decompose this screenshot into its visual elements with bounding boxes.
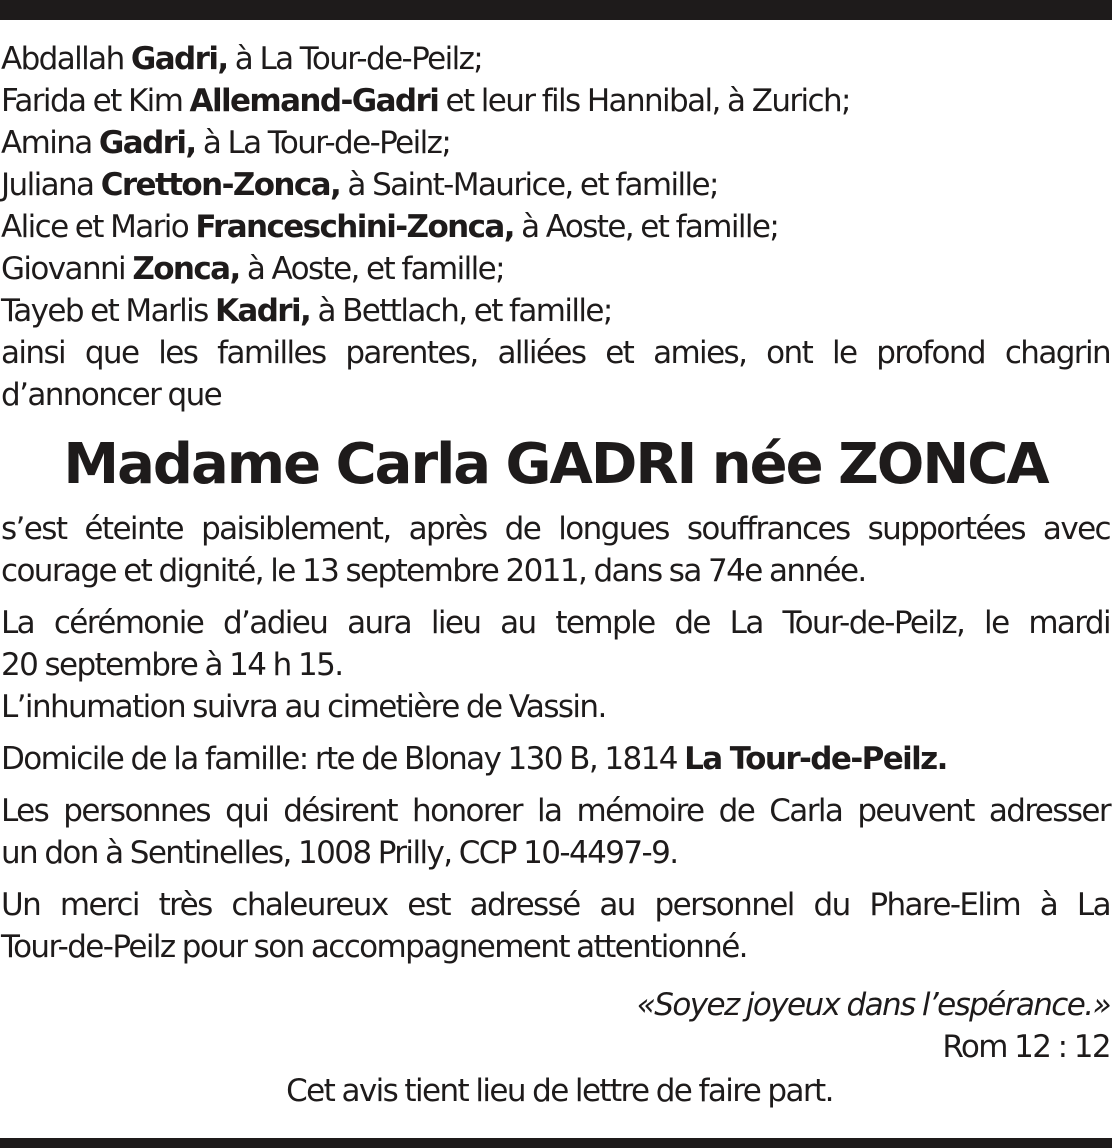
thanks-line: Tour-de-Peilz pour son accompagnement attentionné. (1, 929, 747, 965)
intro-line: d’annoncer que (1, 377, 222, 413)
family-surname: Franceschini-Zonca, (195, 209, 514, 245)
family-line: Juliana Cretton-Zonca, à Saint-Maurice, et famille; (1, 167, 718, 203)
ceremony-line: 20 septembre à 14 h 15. (1, 647, 343, 683)
bible-verse: «Soyez joyeux dans l’espérance.» (636, 987, 1110, 1023)
family-line: Abdallah Gadri, à La Tour-de-Peilz; (1, 41, 483, 77)
death-line: s’est éteinte paisiblement, après de longues souffrances supportées avec (1, 511, 1110, 547)
family-surname: Kadri, (214, 293, 311, 329)
family-line: Giovanni Zonca, à Aoste, et famille; (1, 251, 505, 287)
thanks-paragraph (1, 884, 1110, 968)
death-line: courage et dignité, le 13 septembre 2011, dans sa 74e année. (1, 553, 866, 589)
closing-note: Cet avis tient lieu de lettre de faire part. (286, 1073, 833, 1109)
donation-line: Les personnes qui désirent honorer la mémoire de Carla peuvent adresser (1, 793, 1110, 829)
family-surname: Allemand-Gadri (189, 83, 439, 119)
family-line: Tayeb et Marlis Kadri, à Bettlach, et famille; (1, 293, 612, 329)
deceased-name: Madame Carla GADRI née ZONCA (63, 432, 1048, 497)
family-surname: Gadri, (130, 41, 228, 77)
family-line: Amina Gadri, à La Tour-de-Peilz; (1, 125, 451, 161)
family-list (1, 38, 1110, 332)
top-rule (0, 0, 1112, 20)
bottom-rule (0, 1138, 1112, 1148)
burial-line: L’inhumation suivra au cimetière de Vassin. (1, 689, 606, 725)
donation-paragraph (1, 790, 1110, 874)
domicile-paragraph (1, 738, 1110, 780)
verse-reference: Rom 12 : 12 (942, 1029, 1110, 1065)
family-line: Alice et Mario Franceschini-Zonca, à Aoste, et famille; (1, 209, 779, 245)
death-paragraph (1, 508, 1110, 592)
family-surname: Cretton-Zonca, (100, 167, 341, 203)
domicile-line: Domicile de la famille: rte de Blonay 130 B, 1814 La Tour-de-Peilz. (1, 741, 947, 777)
announcement-intro (1, 332, 1110, 416)
family-line: Farida et Kim Allemand-Gadri et leur fils Hannibal, à Zurich; (1, 83, 850, 119)
family-surname: Zonca, (132, 251, 240, 287)
thanks-line: Un merci très chaleureux est adressé au personnel du Phare-Elim à La (1, 887, 1110, 923)
ceremony-paragraph (1, 602, 1110, 728)
ceremony-line: La cérémonie d’adieu aura lieu au temple de La Tour-de-Peilz, le mardi (1, 605, 1110, 641)
donation-line: un don à Sentinelles, 1008 Prilly, CCP 10-4497-9. (1, 835, 678, 871)
domicile-place: La Tour-de-Peilz. (684, 741, 947, 777)
intro-line: ainsi que les familles parentes, alliées et amies, ont le profond chagrin (1, 335, 1110, 371)
obituary-notice (1, 38, 1110, 1112)
family-surname: Gadri, (98, 125, 196, 161)
